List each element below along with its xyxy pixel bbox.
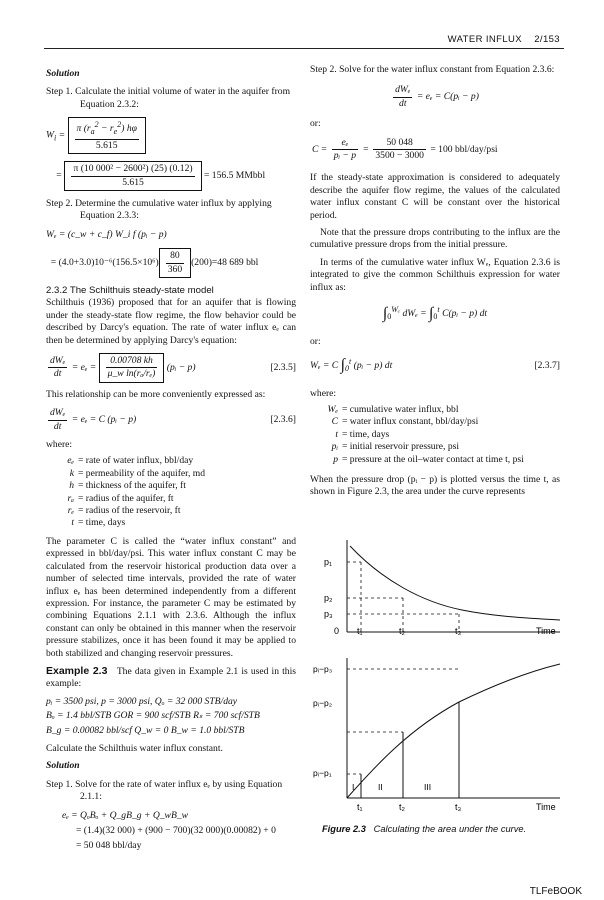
solution-heading-2: Solution: [46, 760, 80, 772]
example-heading: Example 2.3 The data given in Example 2.1 is used in this example:: [46, 664, 297, 690]
where-label-right: where:: [310, 387, 337, 399]
equation-number: [2.3.7]: [534, 359, 560, 371]
equation-we-symbolic: Wₑ = (c_w + c_f) W_i f (pᵢ − p): [46, 228, 167, 240]
running-header: [0, 30, 604, 48]
figure-2-3: [312, 540, 564, 840]
region-label-2: II: [378, 782, 383, 792]
solution-heading: Solution: [46, 68, 80, 79]
where-label: where:: [46, 439, 73, 451]
equation-we-numeric: = (4.0+3.0)10⁻⁶(156.5×10⁶) $\frac{80}{360}$ (200)=48 689 bbl: [46, 248, 296, 278]
example-data-1: pᵢ = 3500 psi, p = 3000 psi, Qₒ = 32 000 STB/day: [46, 695, 238, 707]
step-2: Step 2. Determine the cumulative water influx by applying Equation 2.3.3:: [46, 197, 272, 222]
label-t3-top: t₃: [455, 626, 462, 636]
or-label: or:: [310, 118, 321, 130]
paragraph-influx-constant: The parameter C is called the “water influx constant” and expressed in bbl/day/psi. This water influx constant C may be calculated from the reservoir historical production data over a number of selected time intervals, provided the rate of water influx eₑ has been determined independently from a different expression. For instance, the parameter C may be estimated by combining Equations 2.1.1 with 2.3.6. Although the influx constant can only be obtained in this manner when the reservoir pressure stabilizes, once it has been found it may be applied to both stabilized and changing reservoir pressures.: [46, 535, 296, 659]
equation-2-3-7: Wₑ = C $\int_0^t$ (pᵢ − p) dt [2.3.7]: [310, 356, 560, 374]
equation-dwe-dt: $\frac{\text{dWₑ}}{dt}$ = eₑ = C(pᵢ − p): [395, 84, 479, 109]
label-pi-p1: pᵢ−p₁: [313, 768, 332, 778]
paragraph-area-under-curve: When the pressure drop (pᵢ − p) is plotted versus the time t, as shown in Figure 2.3, the area under the curve represents: [310, 473, 560, 498]
equation-wi-numeric: = $\frac{\text{π (10 000² − 2600²) (25) (0.12)}}{5.615}$ = 156.5 MMbbl: [46, 161, 296, 191]
figure-bottom-panel: [347, 658, 560, 798]
label-pi-p2: pᵢ−p₂: [313, 698, 333, 708]
equation-2-3-6: $\frac{\text{dWₑ}}{dt}$ = eₑ = C (pᵢ − p) [2.3.6]: [50, 407, 296, 432]
section-heading: 2.3.2 The Schilthuis steady-state model: [46, 284, 214, 296]
equation-number: [2.3.5]: [270, 361, 296, 373]
example-data-2: Bₒ = 1.4 bbl/STB GOR = 900 scf/STB Rₛ = 700 scf/STB: [46, 710, 260, 722]
paragraph-conveniently: This relationship can be more conveniently expressed as:: [46, 388, 266, 400]
definition-row: h = thickness of the aquifer, ft: [69, 480, 186, 492]
label-p3: p₃: [324, 609, 333, 619]
equation-ew-2: = (1.4)(32 000) + (900 − 700)(32 000)(0.00082) + 0: [76, 825, 276, 836]
paragraph-steady-state: If the steady-state approximation is considered to adequately describe the aquifer flow regime, the values of the calculated water influx constant C will be constant over the historical period.: [310, 172, 560, 221]
header-rule: [44, 48, 564, 49]
label-p2: p₂: [324, 593, 333, 603]
label-time-top: Time: [536, 626, 556, 636]
figure-top-panel: [347, 540, 560, 632]
example-step-1: Step 1. Solve for the rate of water influx eₑ by using Equation 2.1.1:: [46, 778, 283, 803]
step-1: Step 1. Calculate the initial volume of water in the aquifer from Equation 2.3.2:: [46, 86, 291, 110]
region-label-1: I: [352, 782, 355, 792]
running-title: WATER INFLUX 2/153: [447, 34, 560, 45]
example-task: Calculate the Schilthuis water influx constant.: [46, 742, 223, 754]
definition-row: p = pressure at the oil–water contact at time t, psi: [333, 453, 524, 465]
definition-row: t = time, days: [71, 517, 126, 529]
left-column: [46, 64, 296, 856]
equation-wi-symbolic: $W_i$ = $\frac{\pi (r_a^2 - r_e^2) h\varphi}{5.615}$: [46, 117, 296, 154]
definition-row: t = time, days: [335, 428, 390, 440]
label-t2-bottom: t₂: [399, 802, 405, 812]
definition-row: rₐ = radius of the aquifer, ft: [67, 492, 174, 504]
right-column: [310, 64, 560, 504]
figure-caption: Figure 2.3 Calculating the area under the curve.: [322, 824, 527, 834]
pressure-drop-curve: [347, 664, 560, 798]
pressure-decline-curve: [350, 546, 560, 620]
label-pi-p3: pᵢ−p₃: [313, 664, 333, 674]
equation-ew-3: = 50 048 bbl/day: [76, 840, 142, 852]
integral-equation: $\int_0^{W_e}$ $dW_e = \int_0^t$ C(pᵢ − p) dt: [382, 304, 488, 322]
definition-row: eₑ = rate of water influx, bbl/day: [67, 455, 194, 467]
paragraph-darcy: Schilthuis (1936) proposed that for an aquifer that is flowing under the steady-state flow regime, the flow behavior could be described by Darcy's equation. The rate of water influx eₑ can then be determined by applying Darcy's equation:: [46, 297, 296, 346]
label-t1-bottom: t₁: [357, 802, 363, 812]
definition-row: rₑ = radius of the reservoir, ft: [67, 505, 181, 517]
footer-tag: TLFeBOOK: [529, 886, 582, 897]
label-t2-top: t₂: [399, 626, 405, 636]
definition-row: C = water influx constant, bbl/day/psi: [331, 416, 479, 428]
paragraph-integrated: In terms of the cumulative water influx Wₑ, Equation 2.3.6 is integrated to give the common Schilthuis expression for water influx as:: [310, 256, 560, 293]
equation-2-3-5: $\frac{\text{dWₑ}}{dt}$ = eₑ = $\frac{0.00708 kh}{\text{μ\_w ln(rₐ/rₑ)}}$ (pᵢ − p) [2.3.5]: [46, 353, 296, 383]
region-label-3: III: [424, 782, 432, 792]
label-time-bottom: Time: [536, 802, 556, 812]
definition-row: Wₑ = cumulative water influx, bbl: [327, 403, 459, 415]
paragraph-pressure-drops: Note that the pressure drops contributing to the influx are the cumulative pressure drops from the initial pressure.: [310, 227, 560, 251]
label-t3-bottom: t₃: [455, 802, 462, 812]
top-guide-lines: [347, 562, 459, 632]
or-label-2: or:: [310, 335, 321, 347]
label-t1-top: t₁: [357, 626, 363, 636]
example-step-2: Step 2. Solve for the water influx constant from Equation 2.3.6:: [310, 64, 555, 75]
definitions-right: [310, 404, 560, 466]
definition-row: pᵢ = initial reservoir pressure, psi: [331, 441, 460, 453]
equation-ew-1: eₑ = QₒBₒ + Q_gB_g + Q_wB_w: [62, 809, 189, 821]
example-data-3: B_g = 0.00082 bbl/scf Q_w = 0 B_w = 1.0 bbl/STB: [46, 724, 245, 736]
definition-row: k = permeability of the aquifer, md: [69, 467, 206, 479]
equation-number: [2.3.6]: [270, 413, 296, 425]
label-origin: 0: [334, 626, 340, 636]
equation-c: C = $\frac{\text{eₑ}}{\text{pᵢ − p}}$ = $\frac{50 048}{3500 - 3000}$ = 100 bbl/day/psi: [312, 136, 498, 162]
label-p1: p₁: [324, 557, 333, 567]
definitions-left: [46, 455, 296, 529]
